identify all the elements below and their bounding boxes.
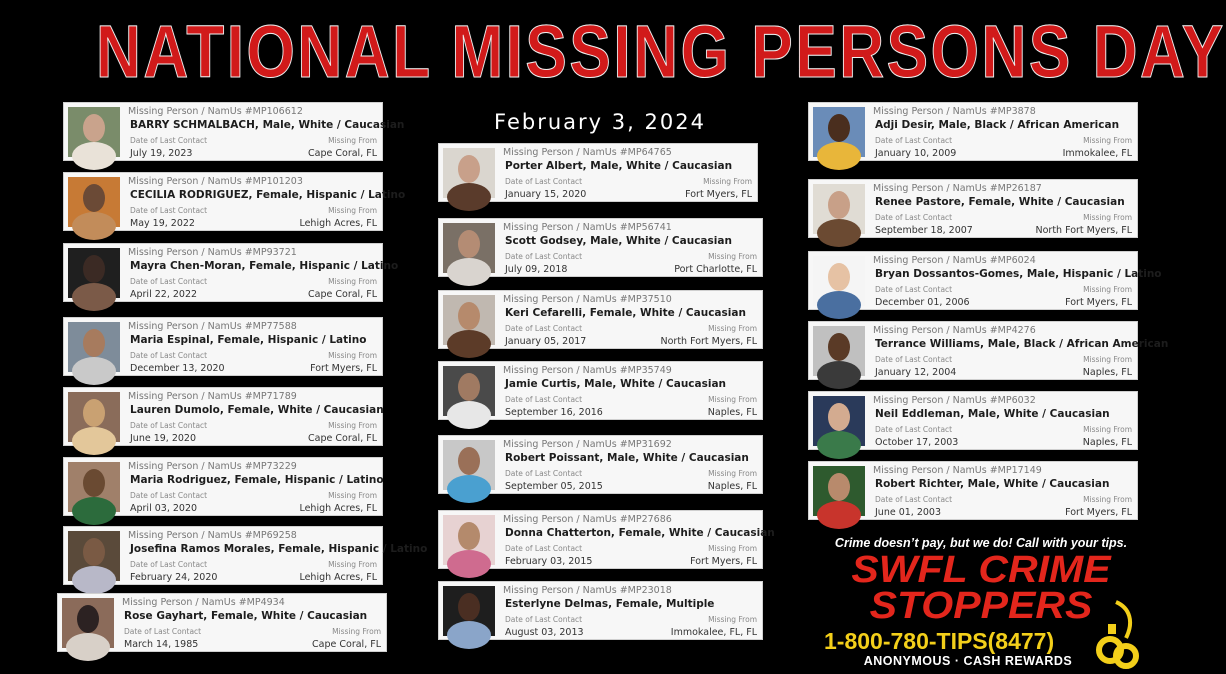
missing-from-location: Cape Coral, FL	[308, 433, 377, 444]
last-contact-label: Date of Last Contact	[505, 177, 583, 186]
card-category: Missing Person / NamUs #MP37510	[503, 294, 672, 305]
event-date: February 3, 2024	[494, 110, 706, 134]
last-contact-date: April 03, 2020	[130, 503, 198, 514]
missing-from-label: Missing From	[703, 177, 752, 186]
missing-person-card	[808, 179, 1138, 238]
missing-from-location: Cape Coral, FL	[308, 289, 377, 300]
card-category: Missing Person / NamUs #MP4276	[873, 325, 1036, 336]
missing-from-location: Fort Myers, FL	[690, 556, 757, 567]
missing-from-location: Immokalee, FL	[1062, 148, 1132, 159]
person-photo	[443, 366, 495, 416]
person-name: BARRY SCHMALBACH, Male, White / Caucasian	[130, 119, 405, 131]
last-contact-label: Date of Last Contact	[505, 395, 583, 404]
person-name: Lauren Dumolo, Female, White / Caucasian	[130, 404, 384, 416]
person-photo	[443, 586, 495, 636]
missing-from-label: Missing From	[708, 395, 757, 404]
person-name: Neil Eddleman, Male, White / Caucasian	[875, 408, 1110, 420]
missing-from-label: Missing From	[708, 615, 757, 624]
missing-from-location: Lehigh Acres, FL	[299, 572, 377, 583]
missing-from-location: Immokalee, FL, FL	[670, 627, 757, 638]
missing-person-card	[438, 290, 763, 349]
person-name: Donna Chatterton, Female, White / Caucasian	[505, 527, 775, 539]
missing-from-location: Lehigh Acres, FL	[299, 218, 377, 229]
person-photo	[68, 531, 120, 581]
person-photo	[68, 322, 120, 372]
last-contact-date: December 01, 2006	[875, 297, 970, 308]
missing-from-label: Missing From	[708, 252, 757, 261]
last-contact-label: Date of Last Contact	[505, 544, 583, 553]
card-category: Missing Person / NamUs #MP77588	[128, 321, 297, 332]
last-contact-label: Date of Last Contact	[875, 355, 953, 364]
person-name: Rose Gayhart, Female, White / Caucasian	[124, 610, 368, 622]
last-contact-date: January 05, 2017	[505, 336, 587, 347]
last-contact-label: Date of Last Contact	[130, 351, 208, 360]
last-contact-label: Date of Last Contact	[505, 469, 583, 478]
missing-from-label: Missing From	[1083, 136, 1132, 145]
person-name: Renee Pastore, Female, White / Caucasian	[875, 196, 1125, 208]
last-contact-date: June 01, 2003	[875, 507, 942, 518]
person-photo	[443, 223, 495, 273]
card-category: Missing Person / NamUs #MP64765	[503, 147, 672, 158]
missing-person-card	[438, 435, 763, 494]
person-photo	[813, 184, 865, 234]
missing-from-label: Missing From	[1083, 425, 1132, 434]
person-photo	[68, 248, 120, 298]
person-photo	[68, 462, 120, 512]
person-photo	[813, 396, 865, 446]
card-category: Missing Person / NamUs #MP71789	[128, 391, 297, 402]
missing-from-label: Missing From	[1083, 355, 1132, 364]
last-contact-date: July 19, 2023	[130, 148, 193, 159]
last-contact-date: June 19, 2020	[130, 433, 197, 444]
page-title: NATIONAL MISSING PERSONS DAY	[96, 10, 1226, 93]
person-photo	[813, 107, 865, 157]
missing-from-label: Missing From	[328, 560, 377, 569]
last-contact-label: Date of Last Contact	[505, 252, 583, 261]
missing-from-label: Missing From	[332, 627, 381, 636]
missing-from-label: Missing From	[328, 421, 377, 430]
card-category: Missing Person / NamUs #MP17149	[873, 465, 1042, 476]
person-photo	[443, 148, 495, 198]
last-contact-date: February 03, 2015	[505, 556, 593, 567]
card-category: Missing Person / NamUs #MP101203	[128, 176, 303, 187]
crime-stoppers-phone: 1-800-780-TIPS(8477)	[824, 628, 1055, 654]
missing-person-card	[438, 218, 763, 277]
person-name: Robert Richter, Male, White / Caucasian	[875, 478, 1110, 490]
missing-from-location: Fort Myers, FL	[310, 363, 377, 374]
last-contact-label: Date of Last Contact	[505, 324, 583, 333]
person-photo	[813, 256, 865, 306]
person-photo	[62, 598, 114, 648]
person-photo	[443, 440, 495, 490]
missing-from-label: Missing From	[328, 277, 377, 286]
person-name: Adji Desir, Male, Black / African American	[875, 119, 1120, 131]
last-contact-date: October 17, 2003	[875, 437, 959, 448]
last-contact-label: Date of Last Contact	[875, 285, 953, 294]
missing-from-location: Naples, FL	[1082, 437, 1132, 448]
last-contact-label: Date of Last Contact	[505, 615, 583, 624]
missing-from-location: Lehigh Acres, FL	[299, 503, 377, 514]
person-name: Terrance Williams, Male, Black / African American	[875, 338, 1169, 350]
card-category: Missing Person / NamUs #MP6024	[873, 255, 1036, 266]
person-name: Bryan Dossantos-Gomes, Male, Hispanic / Latino	[875, 268, 1162, 280]
missing-person-card	[808, 251, 1162, 310]
missing-person-card	[808, 321, 1169, 380]
missing-person-card	[808, 461, 1138, 520]
person-name: Josefina Ramos Morales, Female, Hispanic / Latino	[130, 543, 428, 555]
person-photo	[68, 107, 120, 157]
missing-person-card	[63, 317, 383, 376]
missing-person-card	[63, 387, 383, 446]
last-contact-date: July 09, 2018	[505, 264, 568, 275]
last-contact-date: September 18, 2007	[875, 225, 973, 236]
person-name: Maria Espinal, Female, Hispanic / Latino	[130, 334, 367, 346]
last-contact-date: August 03, 2013	[505, 627, 584, 638]
person-photo	[68, 392, 120, 442]
missing-from-label: Missing From	[708, 324, 757, 333]
last-contact-date: September 16, 2016	[505, 407, 603, 418]
missing-from-location: Port Charlotte, FL	[674, 264, 757, 275]
person-name: Esterlyne Delmas, Female, Multiple	[505, 598, 715, 610]
last-contact-label: Date of Last Contact	[124, 627, 202, 636]
card-category: Missing Person / NamUs #MP3878	[873, 106, 1036, 117]
missing-person-card	[438, 510, 775, 569]
card-category: Missing Person / NamUs #MP23018	[503, 585, 672, 596]
last-contact-label: Date of Last Contact	[875, 213, 953, 222]
missing-from-location: Naples, FL	[707, 481, 757, 492]
last-contact-date: January 10, 2009	[875, 148, 957, 159]
last-contact-date: December 13, 2020	[130, 363, 225, 374]
last-contact-label: Date of Last Contact	[130, 491, 208, 500]
card-category: Missing Person / NamUs #MP93721	[128, 247, 297, 258]
missing-person-card	[438, 143, 758, 202]
last-contact-label: Date of Last Contact	[130, 421, 208, 430]
person-name: Porter Albert, Male, White / Caucasian	[505, 160, 733, 172]
card-category: Missing Person / NamUs #MP35749	[503, 365, 672, 376]
missing-from-label: Missing From	[1083, 495, 1132, 504]
crime-stoppers-ad	[818, 536, 1144, 670]
missing-person-card	[63, 457, 383, 516]
card-category: Missing Person / NamUs #MP26187	[873, 183, 1042, 194]
last-contact-date: January 12, 2004	[875, 367, 957, 378]
person-photo	[443, 295, 495, 345]
missing-from-label: Missing From	[708, 469, 757, 478]
card-category: Missing Person / NamUs #MP56741	[503, 222, 672, 233]
missing-from-label: Missing From	[708, 544, 757, 553]
missing-from-label: Missing From	[328, 351, 377, 360]
missing-person-card	[63, 526, 428, 585]
missing-from-location: North Fort Myers, FL	[1035, 225, 1132, 236]
missing-from-location: North Fort Myers, FL	[660, 336, 757, 347]
missing-from-location: Naples, FL	[707, 407, 757, 418]
last-contact-label: Date of Last Contact	[875, 495, 953, 504]
missing-person-card	[63, 102, 405, 161]
card-category: Missing Person / NamUs #MP31692	[503, 439, 672, 450]
last-contact-label: Date of Last Contact	[130, 277, 208, 286]
card-category: Missing Person / NamUs #MP4934	[122, 597, 285, 608]
missing-from-location: Fort Myers, FL	[685, 189, 752, 200]
last-contact-date: September 05, 2015	[505, 481, 603, 492]
missing-from-location: Fort Myers, FL	[1065, 297, 1132, 308]
crime-stoppers-tagline: Crime doesn’t pay, but we do! Call with your tips.	[834, 536, 1128, 550]
missing-from-label: Missing From	[328, 491, 377, 500]
last-contact-date: January 15, 2020	[505, 189, 587, 200]
missing-person-card	[808, 391, 1138, 450]
missing-person-card	[63, 243, 399, 302]
card-category: Missing Person / NamUs #MP73229	[128, 461, 297, 472]
last-contact-label: Date of Last Contact	[875, 136, 953, 145]
last-contact-date: February 24, 2020	[130, 572, 218, 583]
person-name: Maria Rodriguez, Female, Hispanic / Latino	[130, 474, 384, 486]
person-photo	[813, 326, 865, 376]
person-name: Jamie Curtis, Male, White / Caucasian	[505, 378, 727, 390]
last-contact-date: March 14, 1985	[124, 639, 199, 650]
card-category: Missing Person / NamUs #MP69258	[128, 530, 297, 541]
person-name: Robert Poissant, Male, White / Caucasian	[505, 452, 749, 464]
person-name: Keri Cefarelli, Female, White / Caucasian	[505, 307, 746, 319]
handcuffs-icon	[1096, 594, 1140, 670]
person-name: Mayra Chen-Moran, Female, Hispanic / Latino	[130, 260, 399, 272]
person-photo	[68, 177, 120, 227]
crime-stoppers-logo-line1: SWFL CRIME	[851, 549, 1111, 591]
last-contact-label: Date of Last Contact	[130, 560, 208, 569]
missing-from-label: Missing From	[328, 206, 377, 215]
missing-from-location: Cape Coral, FL	[308, 148, 377, 159]
card-category: Missing Person / NamUs #MP6032	[873, 395, 1036, 406]
last-contact-label: Date of Last Contact	[130, 206, 208, 215]
missing-person-card	[57, 593, 387, 652]
missing-from-label: Missing From	[1083, 285, 1132, 294]
missing-from-location: Fort Myers, FL	[1065, 507, 1132, 518]
person-photo	[443, 515, 495, 565]
missing-from-label: Missing From	[328, 136, 377, 145]
last-contact-date: April 22, 2022	[130, 289, 198, 300]
last-contact-label: Date of Last Contact	[875, 425, 953, 434]
missing-person-card	[808, 102, 1138, 161]
last-contact-date: May 19, 2022	[130, 218, 195, 229]
missing-from-location: Cape Coral, FL	[312, 639, 381, 650]
person-name: Scott Godsey, Male, White / Caucasian	[505, 235, 732, 247]
person-photo	[813, 466, 865, 516]
missing-person-card	[63, 172, 406, 231]
last-contact-label: Date of Last Contact	[130, 136, 208, 145]
missing-person-card	[438, 581, 763, 640]
missing-from-label: Missing From	[1083, 213, 1132, 222]
card-category: Missing Person / NamUs #MP27686	[503, 514, 672, 525]
missing-from-location: Naples, FL	[1082, 367, 1132, 378]
crime-stoppers-logo-line2: STOPPERS	[869, 585, 1093, 627]
crime-stoppers-subline: ANONYMOUS · CASH REWARDS	[863, 654, 1073, 668]
card-category: Missing Person / NamUs #MP106612	[128, 106, 303, 117]
missing-person-card	[438, 361, 763, 420]
person-name: CECILIA RODRIGUEZ, Female, Hispanic / Latino	[130, 189, 406, 201]
